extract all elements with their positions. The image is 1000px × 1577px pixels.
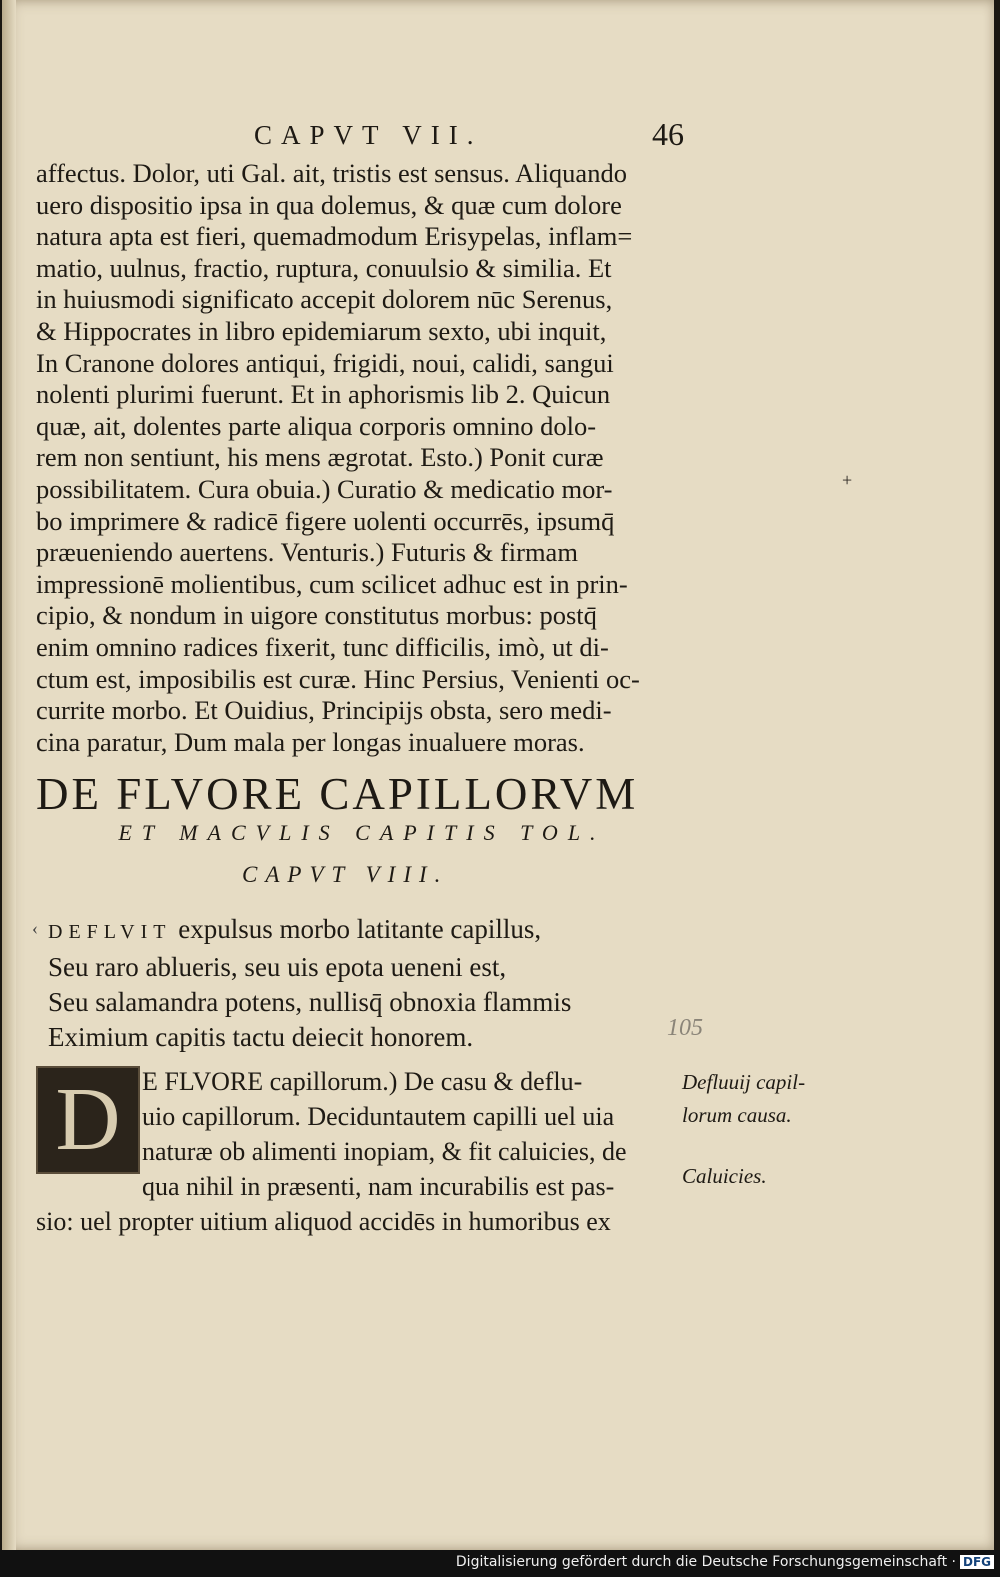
text-line: præueniendo auertens. Venturis.) Futuris & firmam: [36, 537, 578, 568]
text-line: In Cranone dolores antiqui, frigidi, noui, calidi, sangui: [36, 347, 614, 378]
running-title: CAPVT VII.: [254, 120, 483, 150]
margin-gloss-line: Defluuij capil-: [682, 1070, 806, 1094]
margin-gloss-line: Caluicies.: [682, 1164, 767, 1188]
text-line: & Hippocrates in libro epidemiarum sexto, ubi inquit,: [36, 315, 607, 346]
text-line: in huiusmodi significato accepit dolorem nūc Serenus,: [36, 284, 613, 315]
commentary-line: uio capillorum. Deciduntautem capilli uel uia: [142, 1102, 615, 1131]
text-line: affectus. Dolor, uti Gal. ait, tristis est sensus. Aliquando: [36, 158, 627, 188]
handwritten-margin-number: 105: [667, 1015, 703, 1041]
verse-block: [48, 912, 688, 1055]
footer-credit: [456, 1554, 994, 1570]
commentary-line: sio: uel propter uitium aliquod accidēs in humoribus ex: [36, 1207, 611, 1236]
text-line: impressionē molientibus, cum scilicet adhuc est in prin-: [36, 568, 628, 599]
margin-glosses: [682, 1066, 852, 1193]
commentary-line: E FLVORE capillorum.) De casu & deflu-: [142, 1067, 583, 1096]
verse-line: Seu salamandra potens, nullisq̄ obnoxia flammis: [48, 987, 572, 1017]
text-line: uero dispositio ipsa in qua dolemus, & quæ cum dolore: [36, 189, 622, 220]
verse-line: Seu raro ablueris, seu uis epota ueneni est,: [48, 952, 507, 982]
commentary-line: naturæ ob alimenti inopiam, & fit caluicies, de: [142, 1137, 627, 1166]
footer-credit-text: Digitalisierung gefördert durch die Deutsche Forschungsgemeinschaft ·: [455, 1554, 956, 1570]
drop-cap-initial: [36, 1066, 140, 1174]
verse-line: [48, 912, 688, 950]
commentary-line: qua nihil in præsenti, nam incurabilis est pas-: [142, 1172, 615, 1201]
commentary-paragraph: [36, 1064, 682, 1239]
verse-first-word: DEFLVIT: [48, 921, 172, 943]
running-head: [254, 116, 684, 156]
drop-cap-letter: D: [55, 1070, 121, 1169]
dfg-logo: DFG: [960, 1555, 994, 1569]
chapter-heading: DE FLVORE CAPILLORVM: [36, 769, 639, 819]
text-line: rem non sentiunt, his mens ægrotat. Esto.) Ponit curæ: [36, 442, 604, 473]
margin-mark: +: [842, 470, 853, 490]
text-line: enim omnino radices fixerit, tunc difficilis, imò, ut di-: [36, 631, 609, 662]
text-line: matio, uulnus, fractio, ruptura, conuulsio & similia. Et: [36, 252, 612, 283]
chapter-number: CAPVT VIII.: [242, 862, 449, 887]
verse-line-rest: expulsus morbo latitante capillus,: [171, 914, 542, 944]
text-line: nolenti plurimi fuerunt. Et in aphorismis lib 2. Quicun: [36, 379, 611, 410]
book-page: [2, 0, 994, 1550]
text-line: quæ, ait, dolentes parte aliqua corporis omnino dolo-: [36, 410, 597, 441]
text-line: bo imprimere & radicē figere uolenti occurrēs, ipsumq̄: [36, 505, 615, 536]
text-line: ctum est, imposibilis est curæ. Hinc Persius, Venienti oc-: [36, 663, 640, 694]
text-line: possibilitatem. Cura obuia.) Curatio & medicatio mor-: [36, 473, 613, 504]
body-text: [36, 158, 686, 758]
footer-bar: [0, 1550, 1000, 1577]
margin-gloss-line: lorum causa.: [682, 1103, 792, 1127]
verse-line: Eximium capitis tactu deiecit honorem.: [48, 1022, 474, 1052]
text-line: currite morbo. Et Ouidius, Principijs obsta, sero medi-: [36, 695, 612, 726]
page-number: 46: [652, 116, 684, 152]
text-line: natura apta est fieri, quemadmodum Erisypelas, inflam=: [36, 221, 633, 252]
verse-mark: ‹: [32, 918, 38, 938]
text-line: cina paratur, Dum mala per longas inualuere moras.: [36, 726, 585, 757]
gloss-spacer: [682, 1132, 852, 1160]
chapter-subheading: ET MACVLIS CAPITIS TOL.: [118, 820, 606, 845]
page-gutter-shadow: [2, 0, 16, 1550]
text-line: cipio, & nondum in uigore constitutus morbus: postq̄: [36, 600, 597, 631]
